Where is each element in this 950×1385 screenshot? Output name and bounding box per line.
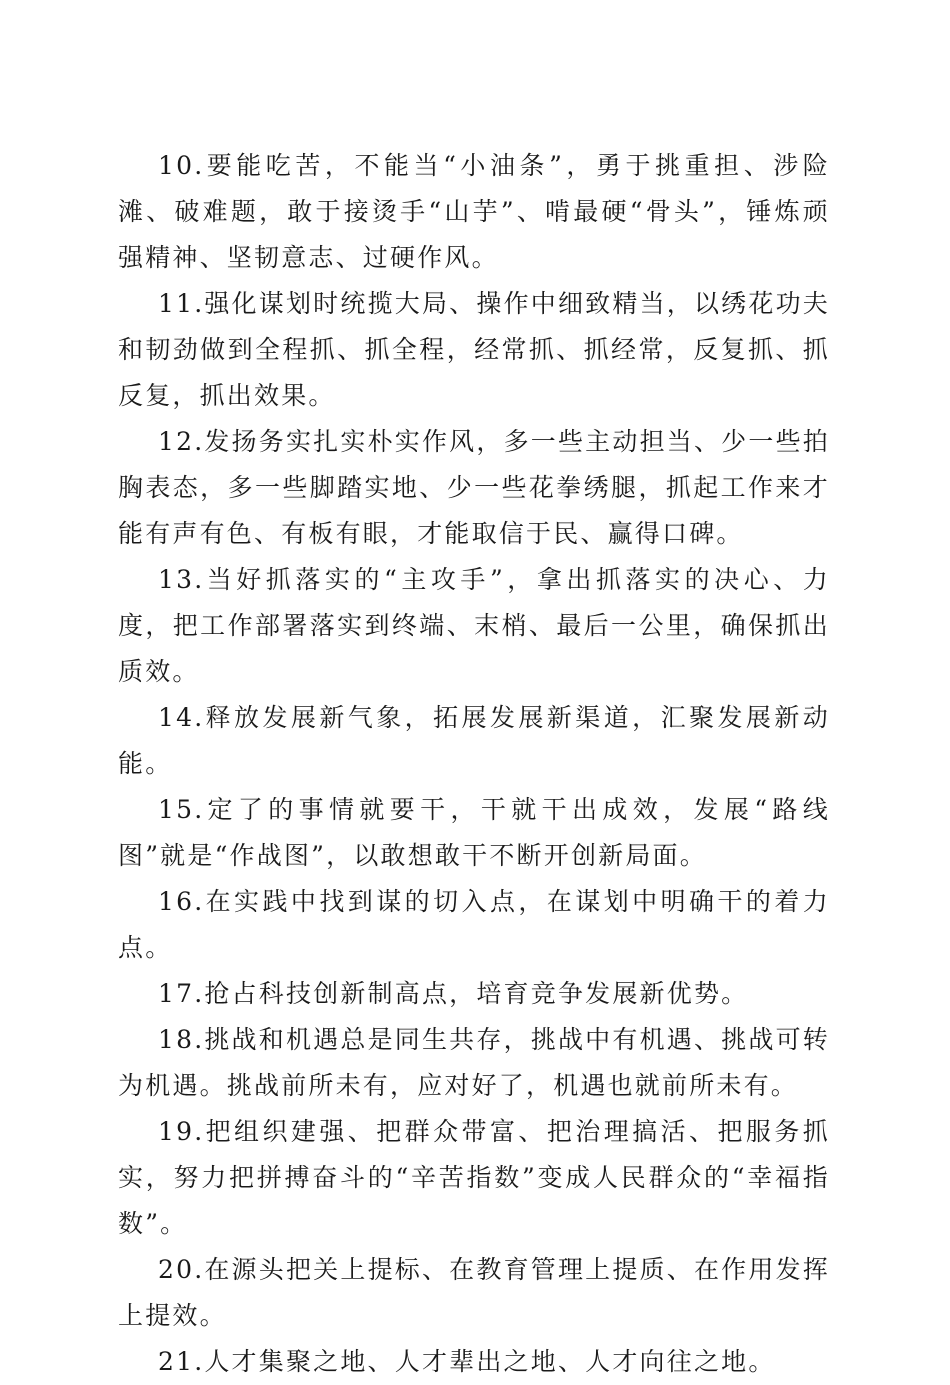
paragraph-20: 20.在源头把关上提标、在教育管理上提质、在作用发挥上提效。 [118, 1255, 830, 1330]
paragraph-21: 21.人才集聚之地、人才辈出之地、人才向往之地。 [158, 1347, 776, 1376]
paragraph-11: 11.强化谋划时统揽大局、操作中细致精当，以绣花功夫和韧劲做到全程抓、抓全程，经常抓、抓经常，反复抓、抓反复，抓出效果。 [118, 289, 830, 410]
paragraph-10: 10.要能吃苦，不能当“小油条”，勇于挑重担、涉险滩、破难题，敢于接烫手“山芋”、啃最硬“骨头”，锤炼顽强精神、坚韧意志、过硬作风。 [118, 151, 830, 272]
paragraph-12: 12.发扬务实扎实朴实作风，多一些主动担当、少一些拍胸表态，多一些脚踏实地、少一些花拳绣腿，抓起工作来才能有声有色、有板有眼，才能取信于民、赢得口碑。 [118, 427, 830, 548]
paragraph-19: 19.把组织建强、把群众带富、把治理搞活、把服务抓实，努力把拼搏奋斗的“辛苦指数”变成人民群众的“幸福指数”。 [118, 1117, 830, 1238]
paragraph-15: 15.定了的事情就要干，干就干出成效，发展“路线图”就是“作战图”，以敢想敢干不断开创新局面。 [118, 795, 830, 870]
paragraph-18: 18.挑战和机遇总是同生共存，挑战中有机遇、挑战可转为机遇。挑战前所未有，应对好了，机遇也就前所未有。 [118, 1025, 830, 1100]
paragraph-17: 17.抢占科技创新制高点，培育竞争发展新优势。 [158, 979, 749, 1008]
document-body [118, 143, 830, 1385]
paragraph-16: 16.在实践中找到谋的切入点，在谋划中明确干的着力点。 [118, 887, 830, 962]
paragraph-13: 13.当好抓落实的“主攻手”，拿出抓落实的决心、力度，把工作部署落实到终端、末梢、最后一公里，确保抓出质效。 [118, 565, 830, 686]
paragraph-14: 14.释放发展新气象，拓展发展新渠道，汇聚发展新动能。 [118, 703, 830, 778]
